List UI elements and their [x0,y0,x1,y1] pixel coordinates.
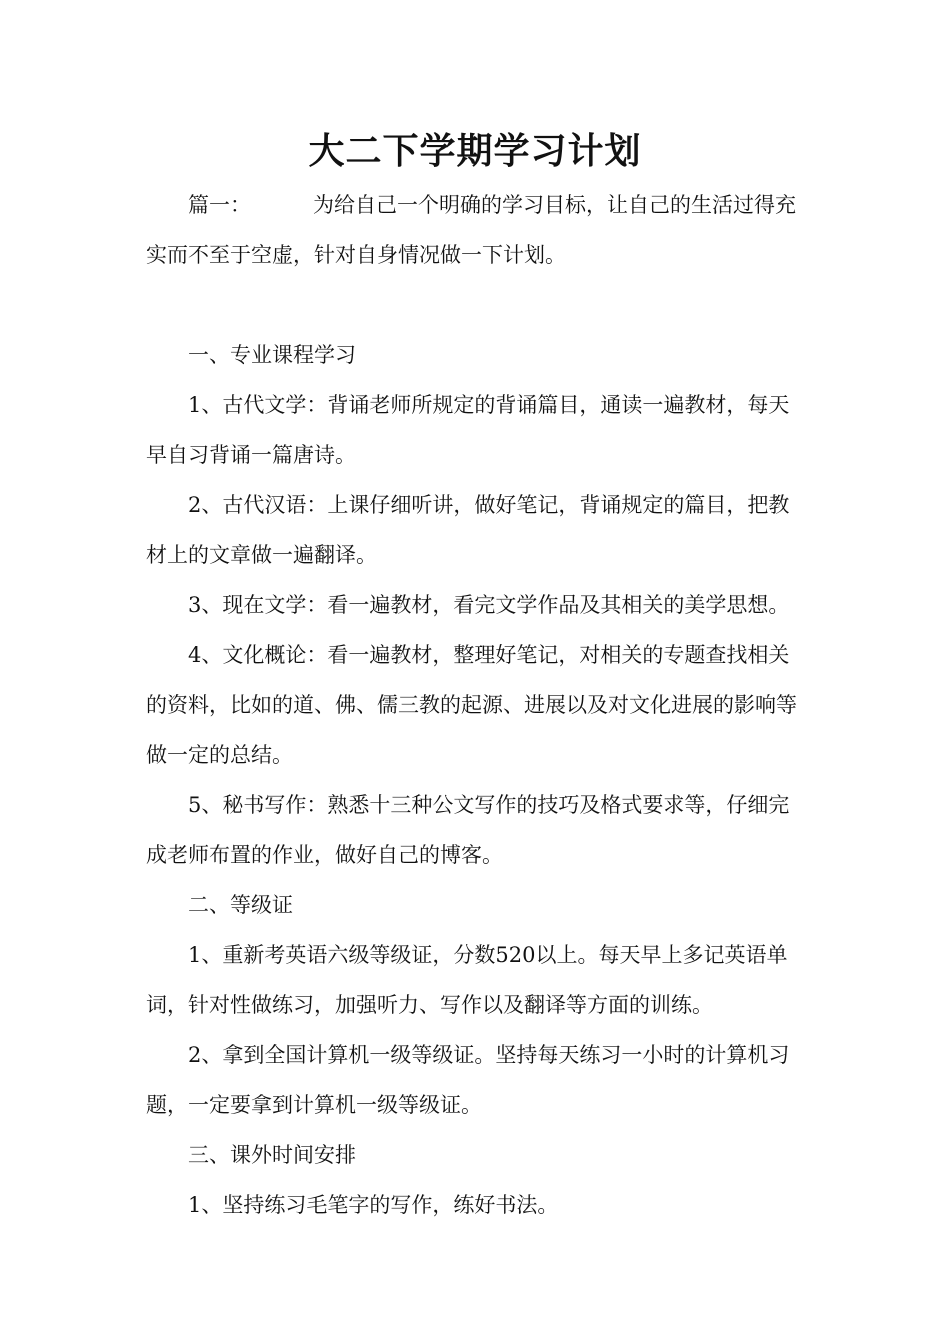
paragraph-item: 5、秘书写作：熟悉十三种公文写作的技巧及格式要求等，仔细完成老师布置的作业，做好自己的博客。 [146,793,790,867]
paragraph-item: 2、古代汉语：上课仔细听讲，做好笔记，背诵规定的篇目，把教材上的文章做一遍翻译。 [146,493,790,567]
intro-paragraph [146,180,808,280]
section-heading-1: 一、专业课程学习 [188,343,356,367]
section-heading-3: 三、课外时间安排 [188,1143,356,1167]
paragraph-item: 1、重新考英语六级等级证，分数520以上。每天早上多记英语单词，针对性做练习，加强听力、写作以及翻译等方面的训练。 [146,943,788,1017]
document-title: 大二下学期学习计划 [308,131,642,172]
paragraph-item: 4、文化概论：看一遍教材，整理好笔记，对相关的专题查找相关的资料，比如的道、佛、儒三教的起源、进展以及对文化进展的影响等做一定的总结。 [146,643,797,767]
document-body [146,180,808,1230]
intro-text: 为给自己一个明确的学习目标，让自己的生活过得充实而不至于空虚，针对自身情况做一下计划。 [146,193,796,267]
paragraph-item: 1、坚持练习毛笔字的写作，练好书法。 [188,1193,559,1217]
paragraph-item: 2、拿到全国计算机一级等级证。坚持每天练习一小时的计算机习题，一定要拿到计算机一级等级证。 [146,1043,790,1117]
section-heading-2: 二、等级证 [188,893,293,917]
paragraph-item: 1、古代文学：背诵老师所规定的背诵篇目，通读一遍教材，每天早自习背诵一篇唐诗。 [146,393,790,467]
intro-label: 篇一： [188,193,251,217]
paragraph-item: 3、现在文学：看一遍教材，看完文学作品及其相关的美学思想。 [188,593,790,617]
